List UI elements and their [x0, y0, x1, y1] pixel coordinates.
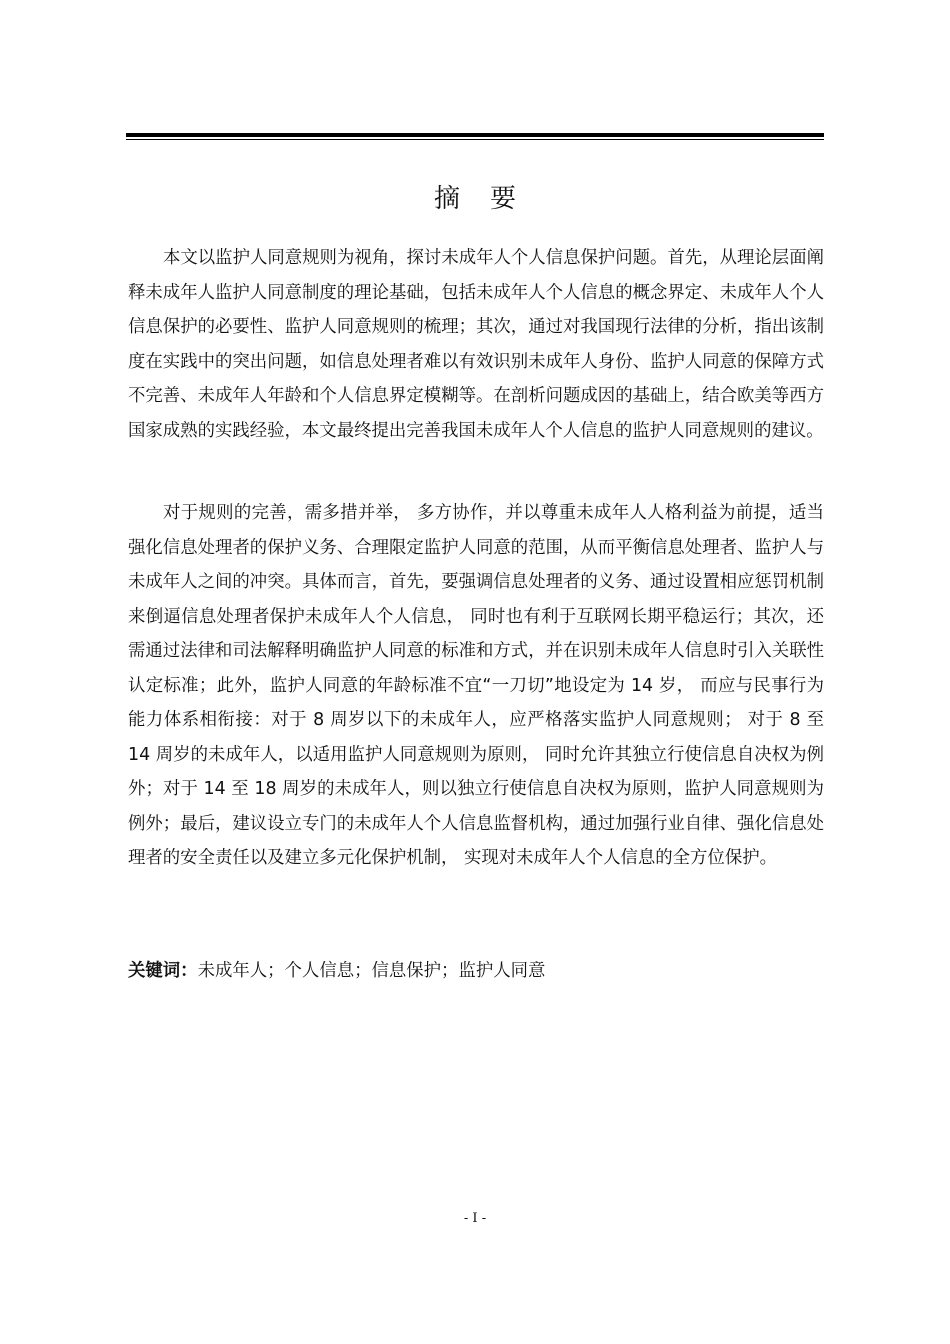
abstract-title: 摘要: [433, 184, 546, 214]
keywords-line: [128, 954, 824, 988]
header-rule-thick: [126, 133, 824, 137]
header-rule-thin: [126, 139, 824, 140]
abstract-paragraph-1: 本文以监护人同意规则为视角，探讨未成年人个人信息保护问题。首先，从理论层面阐释未成年人监护人同意制度的理论基础，包括未成年人个人信息的概念界定、未成年人个人信息保护的必要性、监护人同意规则的梳理；其次，通过对我国现行法律的分析，指出该制度在实践中的突出问题，如信息处理者难以有效识别未成年人身份、监护人同意的保障方式不完善、未成年人年龄和个人信息界定模糊等。在剖析问题成因的基础上，结合欧美等西方国家成熟的实践经验，本文最终提出完善我国未成年人个人信息的监护人同意规则的建议。: [128, 248, 824, 441]
keywords-text: 未成年人；个人信息；信息保护；监护人同意: [197, 961, 546, 981]
abstract-paragraph-2: 对于规则的完善，需多措并举， 多方协作，并以尊重未成年人人格利益为前提，适当强化信息处理者的保护义务、合理限定监护人同意的范围，从而平衡信息处理者、监护人与未成年人之间的冲突。具体而言，首先，要强调信息处理者的义务、通过设置相应惩罚机制来倒逼信息处理者保护未成年人个人信息， 同时也有利于互联网长期平稳运行；其次，还需通过法律和司法解释明确监护人同意的标准和方式，并在识别未成年人信息时引入关联性认定标准；此外，监护人同意的年龄标准不宜“一刀切”地设定为 14 岁， 而应与民事行为能力体系相衔接：对于 8 周岁以下的未成年人，应严格落实监护人同意规则； 对于 8 至 14 周岁的未成年人，以适用监护人同意规则为原则， 同时允许其独立行使信息自决权为例外；对于 14 至 18 周岁的未成年人，则以独立行使信息自决权为原则，监护人同意规则为例外；最后，建议设立专门的未成年人个人信息监督机构，通过加强行业自律、强化信息处理者的安全责任以及建立多元化保护机制， 实现对未成年人个人信息的全方位保护。: [128, 503, 824, 868]
keywords-label: 关键词：: [128, 961, 198, 981]
page-number: - I -: [463, 1211, 487, 1226]
